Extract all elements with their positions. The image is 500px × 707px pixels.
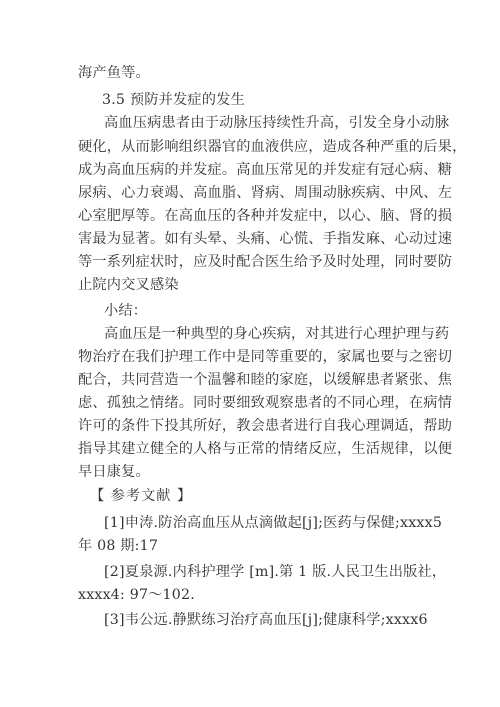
- paragraph-line: 等一系列症状时，应及时配合医生给予及时处理，同时要防: [78, 254, 453, 270]
- paragraph-line: 硬化，从而影响组织器官的血液供应，造成各种严重的后果，: [78, 139, 467, 155]
- paragraph-line: 指导其建立健全的人格与正常的情绪反应，生活规律，以便: [78, 441, 453, 457]
- section-heading: 3.5 预防并发症的发生: [102, 92, 245, 108]
- reference-line: [2]夏泉源.内科护理学 [m].第 1 版.人民卫生出版社，: [104, 564, 447, 580]
- summary-heading: 小结：: [104, 303, 148, 319]
- references-heading: 【 参考文献 】: [90, 488, 193, 504]
- paragraph-line: 物治疗在我们护理工作中是同等重要的，家属也要与之密切: [78, 349, 453, 365]
- paragraph-line: 止院内交叉感染: [78, 277, 179, 293]
- paragraph-line: 虑、孤独之情绪。同时要细致观察患者的不同心理，在病情: [78, 395, 453, 411]
- paragraph-line: 害最为显著。如有头晕、头痛、心慌、手指发麻、心动过速: [78, 231, 453, 247]
- paragraph-line: 高血压病患者由于动脉压持续性升高，引发全身小动脉: [104, 115, 450, 131]
- continuation-text: 海产鱼等。: [78, 65, 150, 81]
- reference-line: [3]韦公远.静默练习治疗高血压[j];健康科学;xxxx6: [104, 612, 428, 628]
- paragraph-line: 配合，共同营造一个温馨和睦的家庭，以缓解患者紧张、焦: [78, 372, 453, 388]
- reference-line: [1]申涛.防治高血压从点滴做起[j];医药与保健;xxxx5: [104, 515, 443, 531]
- paragraph-line: 高血压是一种典型的身心疾病，对其进行心理护理与药: [104, 326, 450, 342]
- paragraph-line: 成为高血压病的并发症。高血压常见的并发症有冠心病、糖: [78, 162, 453, 178]
- reference-line: xxxx4: 97～102.: [78, 587, 195, 603]
- paragraph-line: 许可的条件下投其所好，教会患者进行自我心理调适，帮助: [78, 418, 453, 434]
- paragraph-line: 尿病、心力衰竭、高血脂、肾病、周围动脉疾病、中风、左: [78, 185, 453, 201]
- reference-line: 年 08 期:17: [78, 538, 159, 554]
- paragraph-line: 心室肥厚等。在高血压的各种并发症中，以心、脑、肾的损: [78, 208, 453, 224]
- paragraph-line: 早日康复。: [78, 464, 150, 480]
